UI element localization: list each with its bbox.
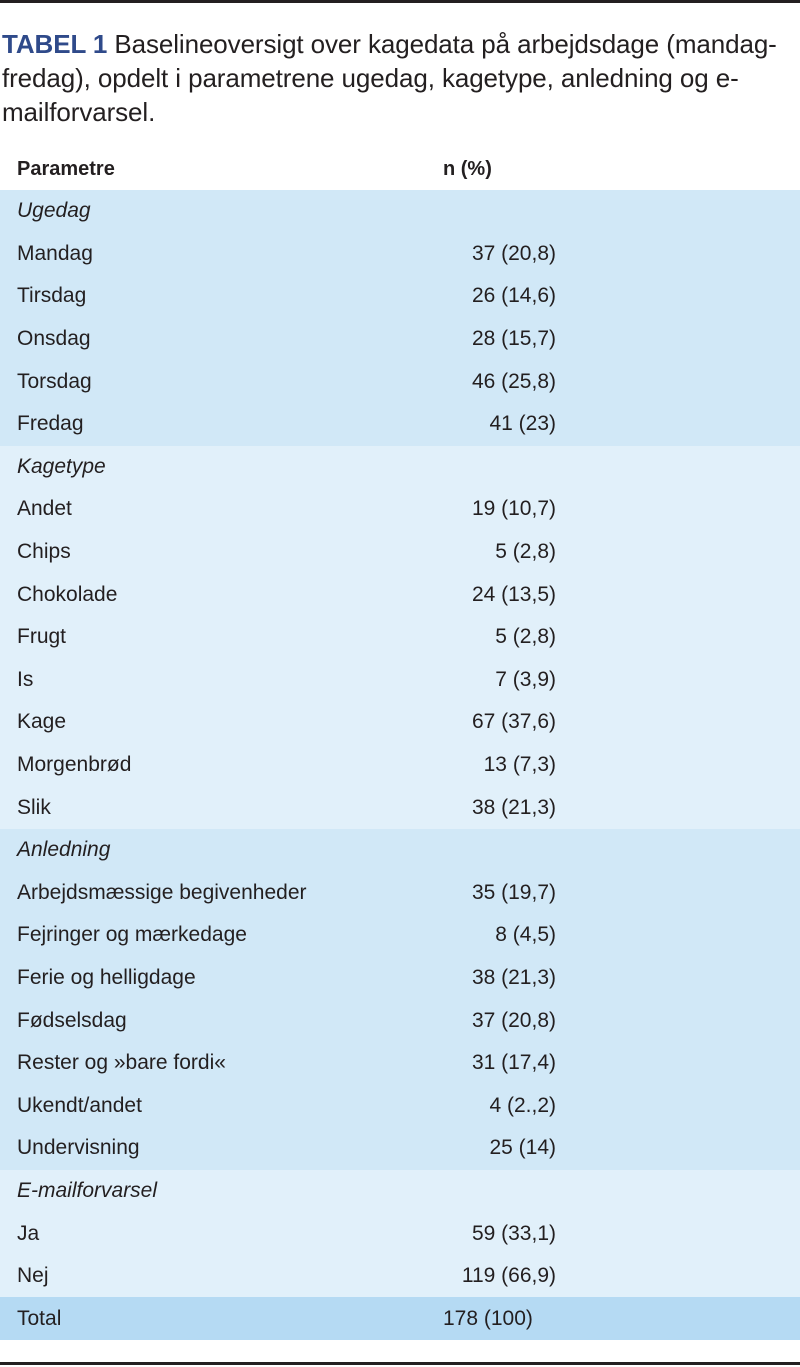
table-row xyxy=(0,488,800,531)
row-value: 19 (10,7) xyxy=(471,497,556,521)
row-value: 46 (25,8) xyxy=(471,369,556,393)
row-value: 25 (14) xyxy=(489,1136,556,1160)
row-label: Arbejdsmæssige begivenheder xyxy=(17,880,307,904)
table-row xyxy=(0,744,800,787)
section-title: E-mailforvarsel xyxy=(17,1178,158,1202)
row-value: 59 (33,1) xyxy=(471,1221,556,1245)
data-table xyxy=(0,148,800,1340)
row-label: Ja xyxy=(17,1221,40,1245)
row-value: 24 (13,5) xyxy=(471,582,556,606)
row-label: Frugt xyxy=(17,625,67,649)
table-row xyxy=(0,616,800,659)
table-row xyxy=(0,531,800,574)
row-label: Fødselsdag xyxy=(17,1008,127,1032)
row-label: Morgenbrød xyxy=(17,753,132,777)
row-value: 13 (7,3) xyxy=(483,753,556,777)
table-row xyxy=(0,360,800,403)
row-value: 37 (20,8) xyxy=(471,241,556,265)
row-value: 4 (2.,2) xyxy=(489,1093,556,1117)
bottom-rule xyxy=(0,1362,800,1365)
row-label: Chips xyxy=(17,540,71,564)
table-row xyxy=(0,1255,800,1298)
section-header-row xyxy=(0,446,800,489)
row-label: Undervisning xyxy=(17,1136,140,1160)
top-rule xyxy=(0,0,800,3)
row-value: 38 (21,3) xyxy=(471,965,556,989)
row-value: 26 (14,6) xyxy=(471,284,556,308)
row-value: 35 (19,7) xyxy=(471,880,556,904)
table-row xyxy=(0,659,800,702)
row-label: Kage xyxy=(17,710,67,734)
row-value: 119 (66,9) xyxy=(461,1264,556,1288)
row-label: Andet xyxy=(17,497,72,521)
table-row xyxy=(0,1084,800,1127)
row-value: 38 (21,3) xyxy=(471,795,556,819)
table-row xyxy=(0,1042,800,1085)
row-value: 5 (2,8) xyxy=(495,540,556,564)
table-row xyxy=(0,999,800,1042)
section-header-row xyxy=(0,829,800,872)
table-row xyxy=(0,573,800,616)
section-header-row xyxy=(0,1170,800,1213)
row-label: Ferie og helligdage xyxy=(17,965,196,989)
column-header-count: n (%) xyxy=(443,157,492,180)
table-row xyxy=(0,233,800,276)
section-title: Ugedag xyxy=(17,199,91,223)
row-label: Onsdag xyxy=(17,327,91,351)
row-label: Tirsdag xyxy=(17,284,87,308)
table-row xyxy=(0,1127,800,1170)
section-title: Anledning xyxy=(17,838,111,862)
row-value: 7 (3,9) xyxy=(495,667,556,691)
row-value: 28 (15,7) xyxy=(471,327,556,351)
table-row xyxy=(0,786,800,829)
section-header-row xyxy=(0,190,800,233)
table-row xyxy=(0,914,800,957)
table-header-row xyxy=(0,148,800,190)
table-row xyxy=(0,403,800,446)
row-label: Rester og »bare fordi« xyxy=(17,1051,226,1075)
table-row xyxy=(0,872,800,915)
row-value: 41 (23) xyxy=(489,412,556,436)
row-label: Slik xyxy=(17,795,51,819)
table-row xyxy=(0,1212,800,1255)
table-body xyxy=(0,190,800,1297)
row-label: Fredag xyxy=(17,412,84,436)
total-label: Total xyxy=(17,1306,62,1330)
row-label: Chokolade xyxy=(17,582,118,606)
row-value: 37 (20,8) xyxy=(471,1008,556,1032)
table-row xyxy=(0,957,800,1000)
section-title: Kagetype xyxy=(17,454,106,478)
table-row xyxy=(0,318,800,361)
row-label: Torsdag xyxy=(17,369,92,393)
total-row xyxy=(0,1297,800,1340)
column-header-parameter: Parametre xyxy=(17,157,115,180)
table-row xyxy=(0,275,800,318)
row-value: 8 (4,5) xyxy=(495,923,556,947)
total-value: 178 (100) xyxy=(443,1306,533,1330)
table-caption xyxy=(2,27,792,129)
row-value: 5 (2,8) xyxy=(495,625,556,649)
row-label: Is xyxy=(17,667,34,691)
table-label: TABEL 1 xyxy=(2,29,108,59)
row-value: 31 (17,4) xyxy=(471,1051,556,1075)
table-row xyxy=(0,701,800,744)
row-label: Nej xyxy=(17,1264,49,1288)
row-value: 67 (37,6) xyxy=(471,710,556,734)
row-label: Ukendt/andet xyxy=(17,1093,142,1117)
row-label: Mandag xyxy=(17,241,93,265)
caption-text: Baselineoversigt over kagedata på arbejdsdage (mandag-fredag), opdelt i parametrene ugedag, kagetype, anledning og e-mailforvarsel. xyxy=(2,29,777,127)
row-label: Fejringer og mærkedage xyxy=(17,923,247,947)
